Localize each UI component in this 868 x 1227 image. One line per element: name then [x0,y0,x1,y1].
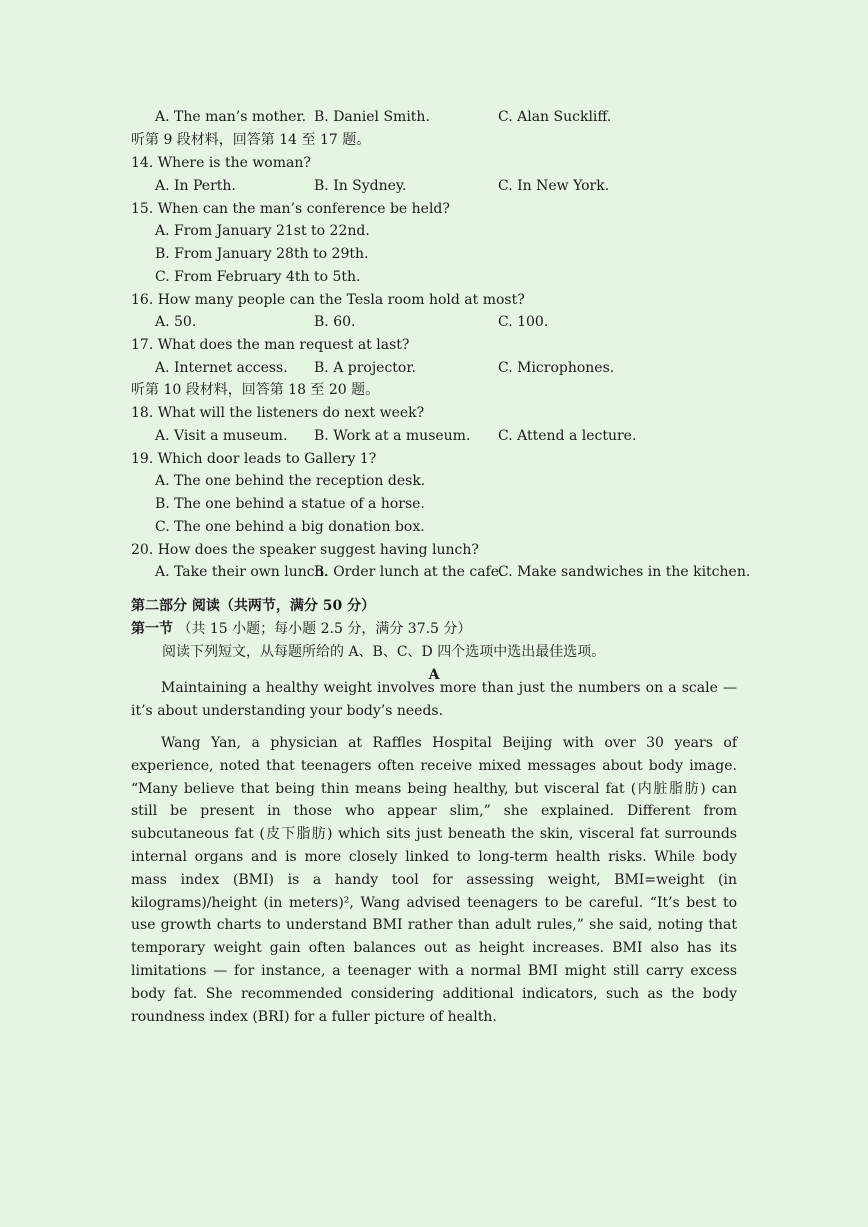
q16-stem: 16. How many people can the Tesla room hold at most? [131,292,525,308]
q15-option-c: C. From February 4th to 5th. [155,269,361,285]
part-2-title: 第二部分 阅读（共两节，满分 50 分） [131,598,376,614]
q13-option-c: C. Alan Suckliff. [498,109,612,125]
q19-option-b: B. The one behind a statue of a horse. [155,496,425,512]
q19-option-c: C. The one behind a big donation box. [155,519,425,535]
q18-option-a: A. Visit a museum. [155,428,288,444]
q17-option-a: A. Internet access. [155,360,288,376]
q18-option-b: B. Work at a museum. [314,428,471,444]
q19-stem: 19. Which door leads to Gallery 1? [131,451,377,467]
q20-option-b: B. Order lunch at the cafe. [314,564,504,580]
q15-option-b: B. From January 28th to 29th. [155,246,369,262]
section-10-heading: 听第 10 段材料，回答第 18 至 20 题。 [131,382,380,398]
q14-option-c: C. In New York. [498,178,610,194]
q18-option-c: C. Attend a lecture. [498,428,637,444]
q14-stem: 14. Where is the woman? [131,155,311,171]
section-1-label: 第一节 [131,621,173,637]
passage-label: A [428,667,440,683]
q16-option-b: B. 60. [314,314,356,330]
q14-option-b: B. In Sydney. [314,178,407,194]
reading-instruction: 阅读下列短文，从每题所给的 A、B、C、D 四个选项中选出最佳选项。 [162,644,606,660]
passage-paragraph-2 [131,732,737,1028]
section-1-description: （共 15 小题；每小题 2.5 分，满分 37.5 分） [177,621,472,637]
q16-option-a: A. 50. [155,314,197,330]
q13-option-a: A. The man’s mother. [155,109,307,125]
q20-option-c: C. Make sandwiches in the kitchen. [498,564,751,580]
q16-option-c: C. 100. [498,314,549,330]
q20-stem: 20. How does the speaker suggest having lunch? [131,542,479,558]
q15-stem: 15. When can the man’s conference be held? [131,201,450,217]
section-1-heading [131,619,471,639]
paragraph-2-text: Wang Yan, a physician at Raffles Hospital Beijing with over 30 years of experience, noted that teenagers often receive mixed messages about body image. “Many believe that being thin means being healthy, but visceral fat (内脏脂肪) can still be present in those who appear slim,” she explained. Different from subcutaneous fat (皮下脂肪) which sits just beneath the skin, visceral fat surrounds internal organs and is more closely linked to long-term health risks. While body mass index (BMI) is a handy tool for assessing weight, BMI=weight (in kilograms)/height (in meters)², Wang advised teenagers to be careful. “It’s best to use growth charts to understand BMI rather than adult rules,” she said, noting that temporary weight gain often balances out as height increases. BMI also has its limitations — for instance, a teenager with a normal BMI might still carry excess body fat. She recommended considering additional indicators, such as the body roundness index (BRI) for a fuller picture of health. [131,735,737,1025]
q17-option-b: B. A projector. [314,360,416,376]
q20-option-a: A. Take their own lunch. [155,564,329,580]
q15-option-a: A. From January 21st to 22nd. [155,223,370,239]
q17-option-c: C. Microphones. [498,360,615,376]
q17-stem: 17. What does the man request at last? [131,337,410,353]
section-9-heading: 听第 9 段材料，回答第 14 至 17 题。 [131,132,371,148]
q19-option-a: A. The one behind the reception desk. [155,473,426,489]
q13-option-b: B. Daniel Smith. [314,109,430,125]
passage-paragraph-1 [131,677,737,723]
paragraph-1-text: Maintaining a healthy weight involves more than just the numbers on a scale — it’s about understanding your body’s needs. [131,680,737,719]
q18-stem: 18. What will the listeners do next week? [131,405,425,421]
q14-option-a: A. In Perth. [155,178,236,194]
